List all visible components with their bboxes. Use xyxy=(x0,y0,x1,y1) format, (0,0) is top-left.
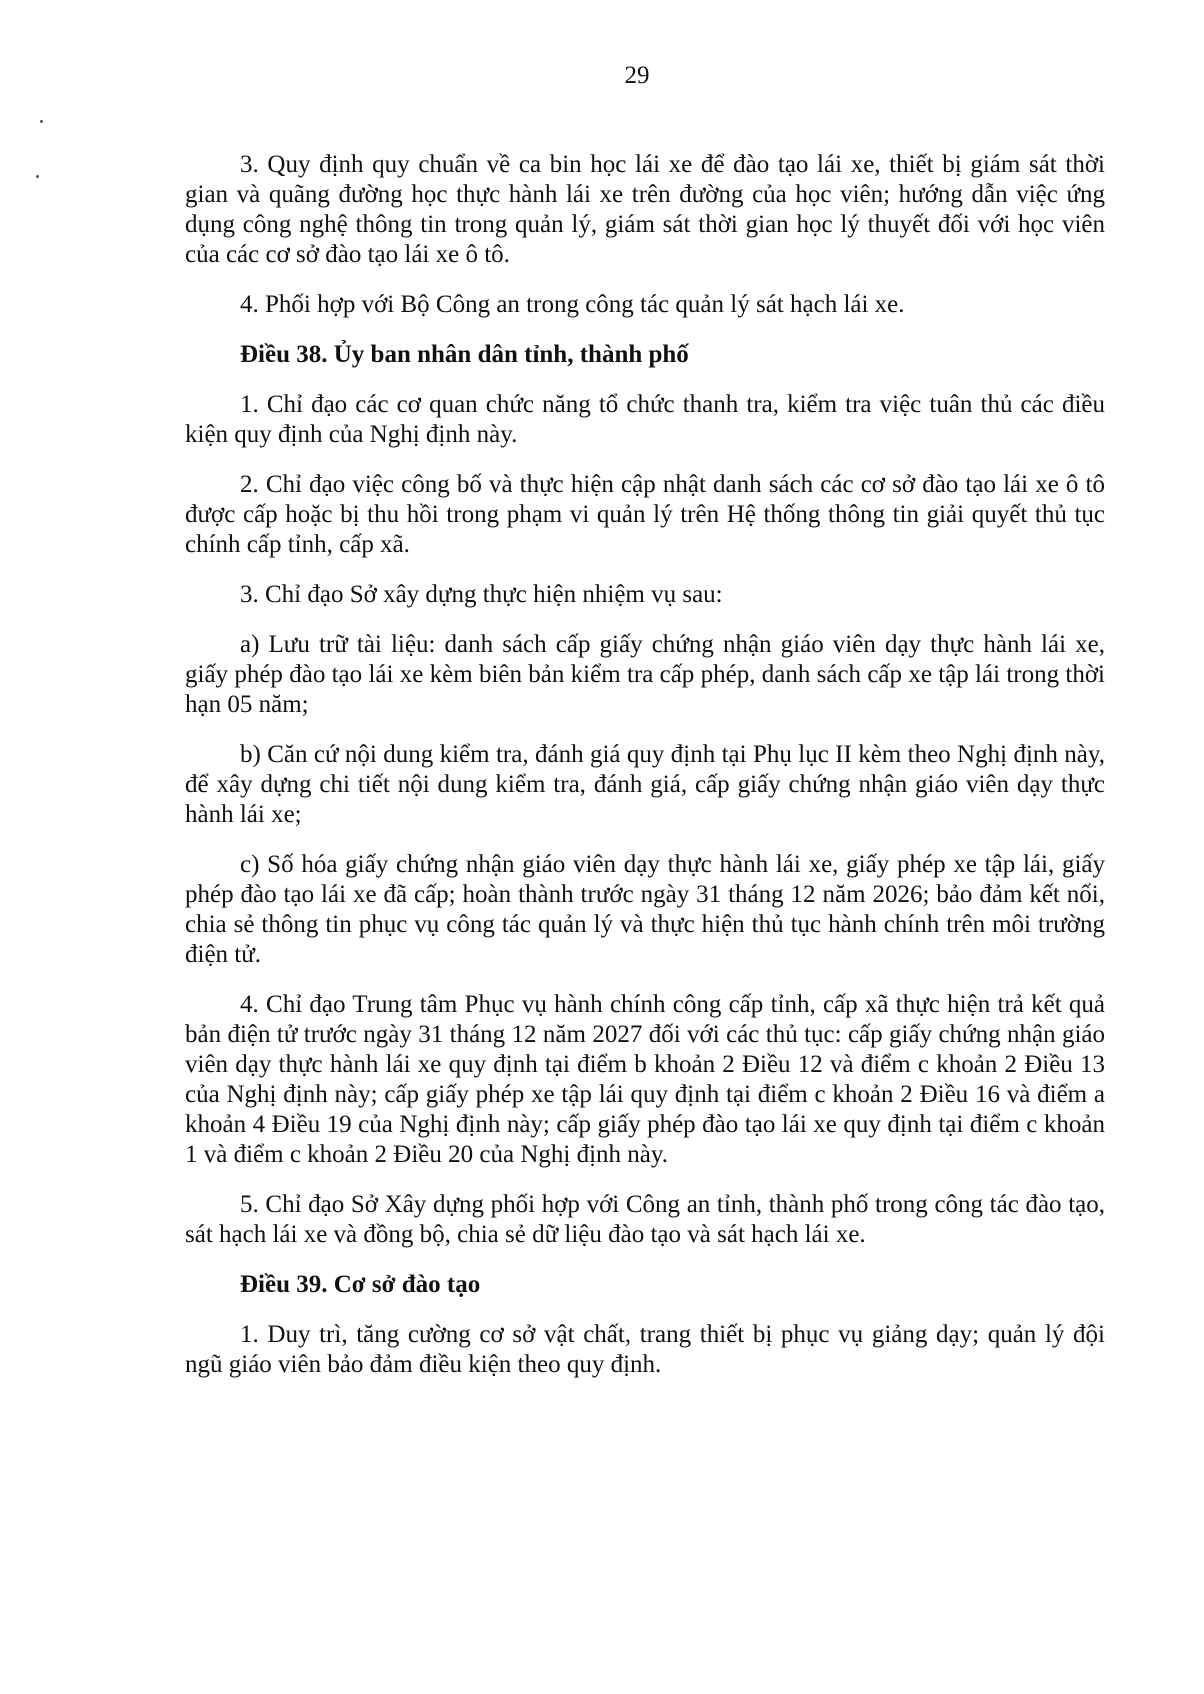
paragraph: 1. Chỉ đạo các cơ quan chức năng tổ chức thanh tra, kiểm tra việc tuân thủ các điều kiện quy định của Nghị định này. xyxy=(185,391,1105,448)
paragraph: 2. Chỉ đạo việc công bố và thực hiện cập nhật danh sách các cơ sở đào tạo lái xe ô tô được cấp hoặc bị thu hồi trong phạm vi quản lý trên Hệ thống thông tin giải quyết thủ tục chính cấp tỉnh, cấp xã. xyxy=(185,471,1105,558)
paragraph: b) Căn cứ nội dung kiểm tra, đánh giá quy định tại Phụ lục II kèm theo Nghị định này, để xây dựng chi tiết nội dung kiểm tra, đánh giá, cấp giấy chứng nhận giáo viên dạy thực hành lái xe; xyxy=(185,741,1105,828)
paragraph: 1. Duy trì, tăng cường cơ sở vật chất, trang thiết bị phục vụ giảng dạy; quản lý đội ngũ giáo viên bảo đảm điều kiện theo quy định. xyxy=(185,1321,1105,1378)
paragraph: 4. Chỉ đạo Trung tâm Phục vụ hành chính công cấp tỉnh, cấp xã thực hiện trả kết quả bản điện tử trước ngày 31 tháng 12 năm 2027 đối với các thủ tục: cấp giấy chứng nhận giáo viên dạy thực hành lái xe quy định tại điểm b khoản 2 Điều 12 và điểm c khoản 2 Điều 13 của Nghị định này; cấp giấy phép xe tập lái quy định tại điểm c khoản 2 Điều 16 và điểm a khoản 4 Điều 19 của Nghị định này; cấp giấy phép đào tạo lái xe quy định tại điểm c khoản 1 và điểm c khoản 2 Điều 20 của Nghị định này. xyxy=(185,991,1105,1168)
paragraph: 4. Phối hợp với Bộ Công an trong công tác quản lý sát hạch lái xe. xyxy=(240,291,905,318)
paragraph: 3. Quy định quy chuẩn về ca bin học lái xe để đào tạo lái xe, thiết bị giám sát thời gian và quãng đường học thực hành lái xe trên đường của học viên; hướng dẫn việc ứng dụng công nghệ thông tin trong quản lý, giám sát thời gian học lý thuyết đối với học viên của các cơ sở đào tạo lái xe ô tô. xyxy=(185,151,1105,268)
scan-speck xyxy=(36,175,39,178)
paragraph: c) Số hóa giấy chứng nhận giáo viên dạy thực hành lái xe, giấy phép xe tập lái, giấy phép đào tạo lái xe đã cấp; hoàn thành trước ngày 31 tháng 12 năm 2026; bảo đảm kết nối, chia sẻ thông tin phục vụ công tác quản lý và thực hiện thủ tục hành chính trên môi trường điện tử. xyxy=(185,851,1105,968)
paragraph: 5. Chỉ đạo Sở Xây dựng phối hợp với Công an tỉnh, thành phố trong công tác đào tạo, sát hạch lái xe và đồng bộ, chia sẻ dữ liệu đào tạo và sát hạch lái xe. xyxy=(185,1191,1105,1248)
article-heading: Điều 39. Cơ sở đào tạo xyxy=(240,1271,481,1298)
page-number: 29 xyxy=(624,62,650,89)
paragraph: a) Lưu trữ tài liệu: danh sách cấp giấy chứng nhận giáo viên dạy thực hành lái xe, giấy phép đào tạo lái xe kèm biên bản kiểm tra cấp phép, danh sách cấp xe tập lái trong thời hạn 05 năm; xyxy=(185,631,1105,718)
scan-speck xyxy=(40,120,43,123)
article-heading: Điều 38. Ủy ban nhân dân tỉnh, thành phố xyxy=(240,341,689,368)
paragraph: 3. Chỉ đạo Sở xây dựng thực hiện nhiệm vụ sau: xyxy=(240,581,723,608)
document-body xyxy=(185,150,1105,1380)
